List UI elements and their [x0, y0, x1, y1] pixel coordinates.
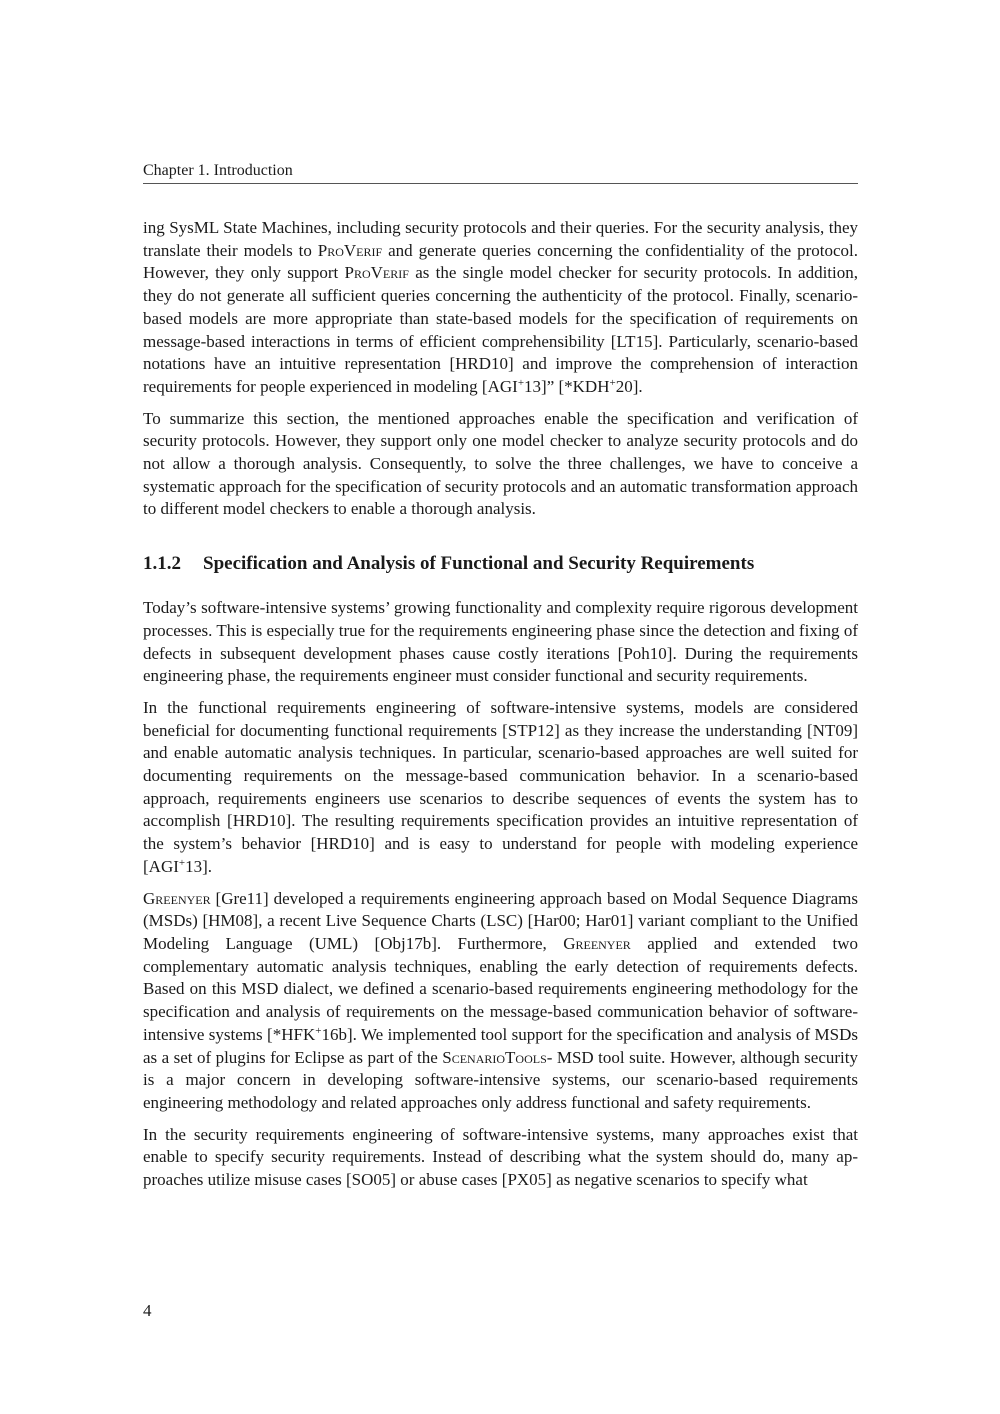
body-paragraph — [143, 597, 858, 688]
page-body — [143, 217, 858, 1201]
text-run: 13]. — [185, 856, 213, 876]
superscript: + — [315, 1024, 322, 1037]
small-caps-name: ProVerif — [317, 240, 383, 260]
text-run: 16b]. We implemented tool support for the specification and analysis of MSDs as a set of plugins for Eclipse as part of the — [143, 1024, 858, 1067]
body-paragraph — [143, 697, 858, 879]
body-paragraph — [143, 1124, 858, 1192]
text-run: Today’s software-intensive systems’ growing functionality and complexity require rigorous development processes. This is especially true for the requirements engineering phase since the detection and fixing of defects in subsequent development phases cause costly iterations [Poh10]. During the requirements engineering phase, the requirements engineer must consider functional and security requirements. — [143, 598, 858, 686]
text-run: ing SysML State Machines, including security protocols and their queries. For the security analysis, they translate their models to — [143, 218, 858, 260]
text-run: applied and extended two complementary automatic analysis techniques, enabling the early detection of requirements defects. Based on this MSD dialect, we defined a scenario-based requirements engineering methodology for the specification and analysis of requirements on the message-based communication behavior of software-intensive systems [*HFK — [143, 933, 858, 1044]
text-run: To summarize this section, the mentioned approaches enable the specification and verification of security protocols. However, they support only one model checker to analyze security protocols and do not allow a thorough analysis. Consequently, to solve the three challenges, we have to conceive a systematic approach for the specification of security protocols and an automatic transformation approach to different model checkers to enable a thorough analysis. — [143, 408, 858, 519]
section-title: Specification and Analysis of Functional and Security Requirements — [203, 553, 755, 575]
small-caps-name: Greenyer — [143, 888, 211, 908]
small-caps-name: ProVerif — [344, 263, 409, 283]
superscript: + — [609, 376, 616, 389]
text-run: MSD tool suite. However, although security is a major concern in developing software-intensive systems, our scenario-based requirements engineering methodology and related approaches only address functional and safety requirements. — [143, 1047, 858, 1112]
text-run: In the functional requirements engineering of software-intensive systems, models are considered beneficial for documenting functional requirements [STP12] as they increase the understanding [NT09] and enable automatic analysis techniques. In particular, scenario-based approaches are well suited for documenting requirements on the message-based communication behavior. In a scenario-based approach, requirements engineers use scenarios to describe sequences of events the system has to accomplish [HRD10]. The resulting requirements specification provides an intuitive representation of the system’s behavior [HRD10] and is easy to understand for people with modeling experience [AGI — [143, 697, 858, 876]
text-run: and generate queries concerning the confidentiality of the protocol. However, they only support — [143, 240, 858, 283]
small-caps-name: ScenarioTools- — [442, 1047, 553, 1067]
small-caps-name: Greenyer — [563, 933, 631, 953]
page-number: 4 — [143, 1301, 152, 1320]
body-paragraph — [143, 408, 858, 522]
paragraphs-bottom — [143, 597, 858, 1192]
text-run: as the single model checker for security protocols. In addition, they do not generate all sufficient queries concerning the authenticity of the protocol. Finally, scenario-based models are more appropriate than state-based models for the specification of requirements on message-based interactions in terms of efficient comprehensibility [LT15]. Particularly, scenario-based notations have an intuitive representation [HRD10] and improve the comprehension of interaction requirements for people experienced in modeling [AGI — [143, 263, 858, 396]
body-paragraph — [143, 217, 858, 399]
superscript: + — [178, 856, 186, 869]
paragraphs-top — [143, 217, 858, 521]
superscript: + — [517, 376, 525, 389]
text-run: 13]” [*KDH — [524, 376, 610, 396]
text-run: 20]. — [615, 376, 643, 396]
section-number: 1.1.2 — [143, 553, 181, 575]
body-paragraph — [143, 888, 858, 1115]
document-page — [143, 0, 858, 1414]
text-run: [Gre11] developed a requirements engineering approach based on Modal Sequence Diagrams (MSDs) [HM08], a recent Live Sequence Charts (LSC) [Har00; Har01] variant compliant to the Unified Modeling Language (UML) [Obj17b]. Furthermore, — [143, 888, 858, 953]
section-heading — [143, 552, 858, 576]
running-header: Chapter 1. Introduction — [143, 161, 858, 184]
text-run: In the security requirements engineering of software-intensive systems, many approaches exist that enable to specify security requirements. Instead of describing what the system should do, many approaches utilize misuse cases [SO05] or abuse cases [PX05] as negative scenarios to specify what — [143, 1124, 858, 1190]
